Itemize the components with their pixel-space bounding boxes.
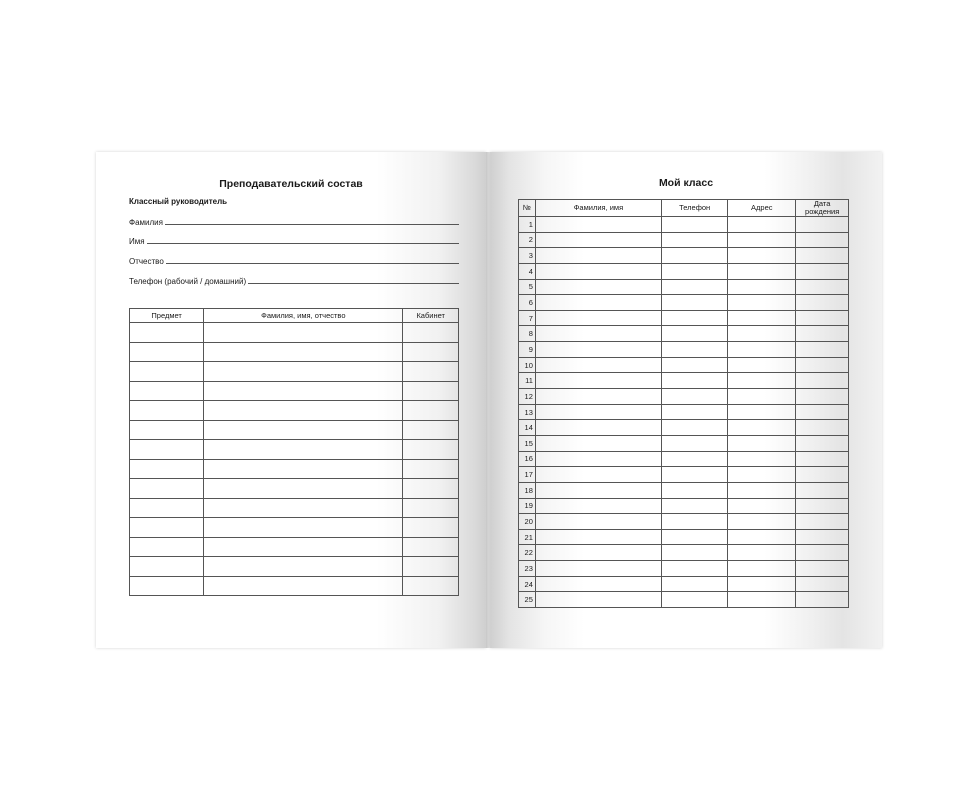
birth-date-cell[interactable]	[796, 404, 849, 420]
phone-cell[interactable]	[661, 435, 727, 451]
table-row	[130, 381, 459, 401]
table-row	[130, 459, 459, 479]
table-row	[519, 279, 849, 295]
name-cell[interactable]	[535, 576, 661, 592]
full-name-cell[interactable]	[204, 459, 403, 479]
full-name-cell[interactable]	[204, 420, 403, 440]
row-number: 4	[519, 263, 536, 279]
row-number: 6	[519, 295, 536, 311]
name-cell[interactable]	[535, 263, 661, 279]
birth-date-cell[interactable]	[796, 310, 849, 326]
phone-cell[interactable]	[661, 310, 727, 326]
column-header-full-name: Фамилия, имя, отчество	[204, 309, 403, 323]
table-row	[130, 498, 459, 518]
row-number: 23	[519, 561, 536, 577]
room-cell[interactable]	[403, 401, 459, 421]
field-label: Имя	[129, 237, 145, 246]
name-cell[interactable]	[535, 482, 661, 498]
phone-cell[interactable]	[661, 263, 727, 279]
address-cell[interactable]	[728, 576, 796, 592]
name-cell[interactable]	[535, 435, 661, 451]
row-number: 7	[519, 310, 536, 326]
birth-date-cell[interactable]	[796, 482, 849, 498]
field-label: Фамилия	[129, 218, 163, 227]
homeroom-teacher-label: Классный руководитель	[129, 197, 228, 206]
phone-cell[interactable]	[661, 514, 727, 530]
table-row	[519, 389, 849, 405]
row-number: 19	[519, 498, 536, 514]
row-number: 17	[519, 467, 536, 483]
address-cell[interactable]	[728, 279, 796, 295]
my-class-table	[518, 199, 849, 608]
row-number: 20	[519, 514, 536, 530]
row-number: 10	[519, 357, 536, 373]
name-cell[interactable]	[535, 420, 661, 436]
table-row	[519, 592, 849, 608]
subject-cell[interactable]	[130, 537, 204, 557]
address-cell[interactable]	[728, 326, 796, 342]
phone-cell[interactable]	[661, 467, 727, 483]
birth-date-cell[interactable]	[796, 263, 849, 279]
table-row	[130, 479, 459, 499]
fill-line	[147, 243, 459, 244]
surname-field[interactable]	[129, 215, 459, 227]
table-row	[519, 357, 849, 373]
full-name-cell[interactable]	[204, 342, 403, 362]
name-cell[interactable]	[535, 217, 661, 233]
table-row	[519, 217, 849, 233]
subject-cell[interactable]	[130, 459, 204, 479]
table-row	[519, 482, 849, 498]
birth-date-cell[interactable]	[796, 295, 849, 311]
address-cell[interactable]	[728, 467, 796, 483]
teaching-staff-table	[129, 308, 459, 596]
room-cell[interactable]	[403, 342, 459, 362]
subject-cell[interactable]	[130, 479, 204, 499]
table-row	[519, 310, 849, 326]
fill-line	[166, 263, 459, 264]
column-header-birth-date	[796, 200, 849, 217]
phone-cell[interactable]	[661, 576, 727, 592]
table-header-row	[130, 309, 459, 323]
birth-date-cell[interactable]	[796, 514, 849, 530]
patronymic-field[interactable]	[129, 254, 459, 266]
table-row	[519, 545, 849, 561]
phone-cell[interactable]	[661, 357, 727, 373]
address-cell[interactable]	[728, 435, 796, 451]
full-name-cell[interactable]	[204, 537, 403, 557]
address-cell[interactable]	[728, 420, 796, 436]
subject-cell[interactable]	[130, 420, 204, 440]
phone-cell[interactable]	[661, 248, 727, 264]
row-number: 2	[519, 232, 536, 248]
name-cell[interactable]	[535, 592, 661, 608]
address-cell[interactable]	[728, 295, 796, 311]
column-header-phone: Телефон	[661, 200, 727, 217]
room-cell[interactable]	[403, 381, 459, 401]
row-number: 16	[519, 451, 536, 467]
address-cell[interactable]	[728, 482, 796, 498]
address-cell[interactable]	[728, 263, 796, 279]
header-line: Дата	[813, 199, 831, 208]
name-cell[interactable]	[535, 373, 661, 389]
phone-cell[interactable]	[661, 326, 727, 342]
row-number: 3	[519, 248, 536, 264]
full-name-cell[interactable]	[204, 498, 403, 518]
birth-date-cell[interactable]	[796, 420, 849, 436]
room-cell[interactable]	[403, 440, 459, 460]
table-row	[519, 295, 849, 311]
subject-cell[interactable]	[130, 362, 204, 382]
room-cell[interactable]	[403, 537, 459, 557]
full-name-cell[interactable]	[204, 440, 403, 460]
birth-date-cell[interactable]	[796, 357, 849, 373]
table-row	[519, 326, 849, 342]
full-name-cell[interactable]	[204, 557, 403, 577]
table-row	[130, 401, 459, 421]
table-row	[130, 576, 459, 596]
name-cell[interactable]	[535, 357, 661, 373]
birth-date-cell[interactable]	[796, 545, 849, 561]
phone-cell[interactable]	[661, 529, 727, 545]
full-name-cell[interactable]	[204, 381, 403, 401]
subject-cell[interactable]	[130, 401, 204, 421]
address-cell[interactable]	[728, 561, 796, 577]
room-cell[interactable]	[403, 557, 459, 577]
room-cell[interactable]	[403, 498, 459, 518]
row-number: 22	[519, 545, 536, 561]
table-row	[519, 248, 849, 264]
subject-cell[interactable]	[130, 342, 204, 362]
name-cell[interactable]	[535, 295, 661, 311]
table-row	[519, 373, 849, 389]
address-cell[interactable]	[728, 389, 796, 405]
address-cell[interactable]	[728, 529, 796, 545]
table-header-row	[519, 200, 849, 217]
name-cell[interactable]	[535, 310, 661, 326]
subject-cell[interactable]	[130, 440, 204, 460]
room-cell[interactable]	[403, 362, 459, 382]
row-number: 25	[519, 592, 536, 608]
birth-date-cell[interactable]	[796, 592, 849, 608]
phone-cell[interactable]	[661, 279, 727, 295]
name-cell[interactable]	[535, 498, 661, 514]
phone-cell[interactable]	[661, 545, 727, 561]
table-row	[519, 514, 849, 530]
table-row	[519, 342, 849, 358]
full-name-cell[interactable]	[204, 362, 403, 382]
name-cell[interactable]	[535, 248, 661, 264]
row-number: 18	[519, 482, 536, 498]
row-number: 13	[519, 404, 536, 420]
name-field[interactable]	[129, 234, 459, 246]
address-cell[interactable]	[728, 592, 796, 608]
room-cell[interactable]	[403, 576, 459, 596]
room-cell[interactable]	[403, 518, 459, 538]
room-cell[interactable]	[403, 323, 459, 343]
table-row	[130, 420, 459, 440]
table-row	[519, 576, 849, 592]
name-cell[interactable]	[535, 529, 661, 545]
birth-date-cell[interactable]	[796, 435, 849, 451]
name-cell[interactable]	[535, 389, 661, 405]
fill-line	[165, 224, 459, 225]
address-cell[interactable]	[728, 404, 796, 420]
phone-cell[interactable]	[661, 404, 727, 420]
phone-cell[interactable]	[661, 561, 727, 577]
phone-cell[interactable]	[661, 232, 727, 248]
row-number: 15	[519, 435, 536, 451]
full-name-cell[interactable]	[204, 576, 403, 596]
fill-line	[248, 283, 459, 284]
address-cell[interactable]	[728, 514, 796, 530]
name-cell[interactable]	[535, 279, 661, 295]
birth-date-cell[interactable]	[796, 498, 849, 514]
address-cell[interactable]	[728, 357, 796, 373]
phone-cell[interactable]	[661, 498, 727, 514]
column-header-name: Фамилия, имя	[535, 200, 661, 217]
table-row	[519, 232, 849, 248]
row-number: 21	[519, 529, 536, 545]
page-title: Мой класс	[658, 177, 714, 189]
name-cell[interactable]	[535, 404, 661, 420]
table-row	[130, 440, 459, 460]
field-label: Отчество	[129, 257, 164, 266]
row-number: 8	[519, 326, 536, 342]
full-name-cell[interactable]	[204, 479, 403, 499]
birth-date-cell[interactable]	[796, 451, 849, 467]
phone-field[interactable]	[129, 274, 459, 286]
row-number: 9	[519, 342, 536, 358]
phone-cell[interactable]	[661, 592, 727, 608]
room-cell[interactable]	[403, 479, 459, 499]
phone-cell[interactable]	[661, 420, 727, 436]
phone-cell[interactable]	[661, 373, 727, 389]
phone-cell[interactable]	[661, 389, 727, 405]
address-cell[interactable]	[728, 310, 796, 326]
birth-date-cell[interactable]	[796, 248, 849, 264]
row-number: 12	[519, 389, 536, 405]
full-name-cell[interactable]	[204, 323, 403, 343]
address-cell[interactable]	[728, 451, 796, 467]
birth-date-cell[interactable]	[796, 467, 849, 483]
subject-cell[interactable]	[130, 498, 204, 518]
address-cell[interactable]	[728, 217, 796, 233]
room-cell[interactable]	[403, 459, 459, 479]
name-cell[interactable]	[535, 326, 661, 342]
column-header-address: Адрес	[728, 200, 796, 217]
table-row	[519, 498, 849, 514]
birth-date-cell[interactable]	[796, 279, 849, 295]
phone-cell[interactable]	[661, 482, 727, 498]
room-cell[interactable]	[403, 420, 459, 440]
phone-cell[interactable]	[661, 217, 727, 233]
table-row	[130, 342, 459, 362]
field-label: Телефон (рабочий / домашний)	[129, 277, 247, 286]
table-row	[130, 518, 459, 538]
table-row	[519, 467, 849, 483]
name-cell[interactable]	[535, 342, 661, 358]
birth-date-cell[interactable]	[796, 326, 849, 342]
phone-cell[interactable]	[661, 342, 727, 358]
table-row	[130, 323, 459, 343]
row-number: 1	[519, 217, 536, 233]
address-cell[interactable]	[728, 545, 796, 561]
table-row	[130, 537, 459, 557]
address-cell[interactable]	[728, 373, 796, 389]
column-header-subject: Предмет	[130, 309, 204, 323]
phone-cell[interactable]	[661, 451, 727, 467]
left-page	[96, 152, 486, 648]
birth-date-cell[interactable]	[796, 373, 849, 389]
table-row	[519, 529, 849, 545]
birth-date-cell[interactable]	[796, 389, 849, 405]
address-cell[interactable]	[728, 498, 796, 514]
birth-date-cell[interactable]	[796, 232, 849, 248]
column-header-number: №	[519, 200, 536, 217]
column-header-room: Кабинет	[403, 309, 459, 323]
table-row	[519, 263, 849, 279]
table-row	[519, 451, 849, 467]
birth-date-cell[interactable]	[796, 342, 849, 358]
table-row	[519, 435, 849, 451]
right-page	[490, 152, 882, 648]
page-title: Преподавательский состав	[219, 178, 363, 190]
address-cell[interactable]	[728, 342, 796, 358]
name-cell[interactable]	[535, 451, 661, 467]
birth-date-cell[interactable]	[796, 529, 849, 545]
name-cell[interactable]	[535, 561, 661, 577]
row-number: 5	[519, 279, 536, 295]
table-row	[130, 362, 459, 382]
name-cell[interactable]	[535, 545, 661, 561]
header-line: рождения	[805, 207, 840, 216]
subject-cell[interactable]	[130, 557, 204, 577]
table-row	[519, 420, 849, 436]
birth-date-cell[interactable]	[796, 576, 849, 592]
table-row	[519, 404, 849, 420]
name-cell[interactable]	[535, 514, 661, 530]
row-number: 14	[519, 420, 536, 436]
subject-cell[interactable]	[130, 381, 204, 401]
subject-cell[interactable]	[130, 518, 204, 538]
address-cell[interactable]	[728, 232, 796, 248]
name-cell[interactable]	[535, 232, 661, 248]
phone-cell[interactable]	[661, 295, 727, 311]
subject-cell[interactable]	[130, 576, 204, 596]
birth-date-cell[interactable]	[796, 561, 849, 577]
table-row	[130, 557, 459, 577]
full-name-cell[interactable]	[204, 518, 403, 538]
birth-date-cell[interactable]	[796, 217, 849, 233]
name-cell[interactable]	[535, 467, 661, 483]
row-number: 24	[519, 576, 536, 592]
row-number: 11	[519, 373, 536, 389]
address-cell[interactable]	[728, 248, 796, 264]
subject-cell[interactable]	[130, 323, 204, 343]
full-name-cell[interactable]	[204, 401, 403, 421]
table-row	[519, 561, 849, 577]
